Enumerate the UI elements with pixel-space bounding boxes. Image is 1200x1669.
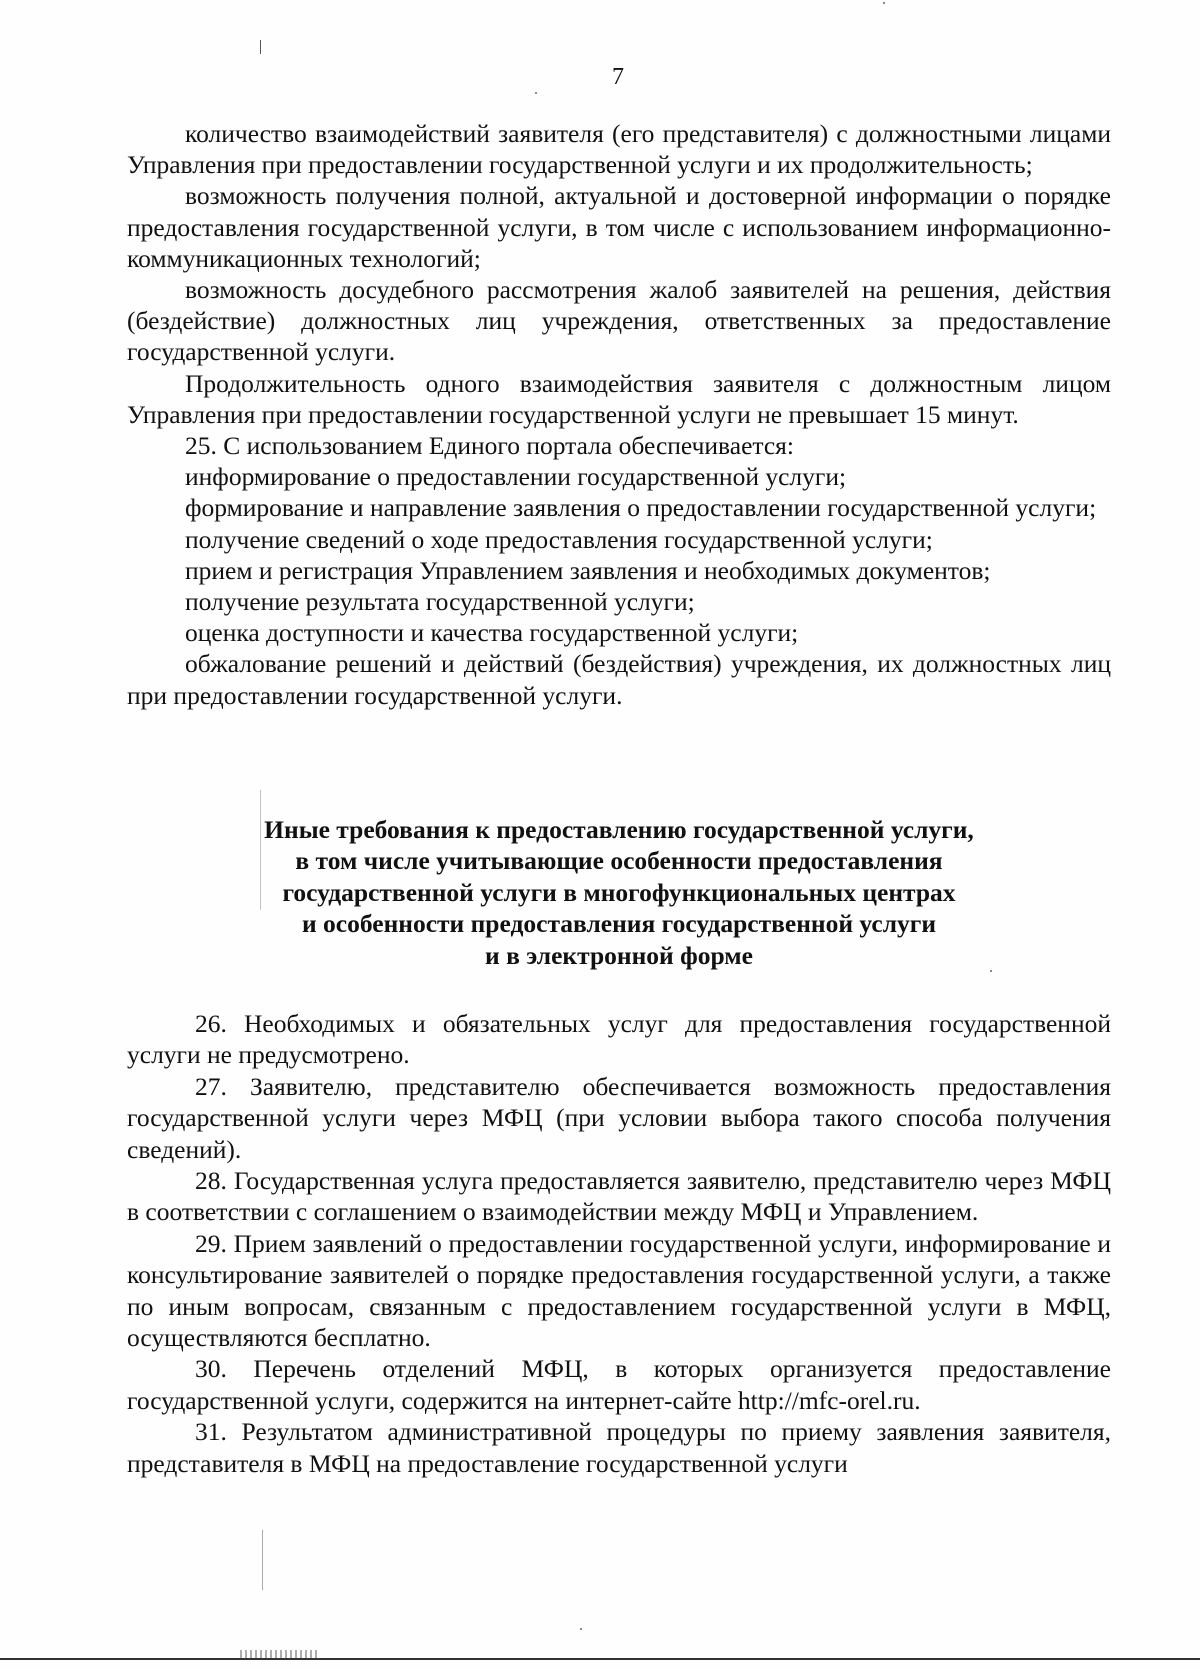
scan-artifact (990, 970, 992, 972)
paragraph: получение сведений о ходе предоставления государственной услуги; (185, 524, 933, 554)
paragraph: количество взаимодействий заявителя (его представителя) с должностными лицами Управления при предоставлении государственной услуги и их продолжительность; (127, 119, 1111, 180)
heading-line: и особенности предоставления государственной услуги (301, 909, 937, 939)
paragraph: 25. С использованием Единого портала обеспечивается: (185, 431, 794, 461)
paragraph: прием и регистрация Управлением заявления и необходимых документов; (185, 555, 991, 585)
paragraph: оценка доступности и качества государственной услуги; (185, 618, 799, 648)
scan-artifact (535, 92, 537, 94)
paragraph: 31. Результатом административной процедуры по приему заявления заявителя, представителя в МФЦ на предоставление государственной услуги (127, 1417, 1111, 1478)
scan-artifact (260, 790, 261, 910)
paragraph: 30. Перечень отделений МФЦ, в которых организуется предоставление государственной услуги, содержится на интернет-сайте http://mfc-orel.ru. (127, 1354, 1111, 1415)
paragraph: обжалование решений и действий (бездействия) учреждения, их должностных лиц при предоставлении государственной услуги. (127, 649, 1111, 710)
paragraph: 27. Заявителю, представителю обеспечивается возможность предоставления государственной услуги через МФЦ (при условии выбора такого способа получения сведений). (127, 1071, 1111, 1164)
section-heading (127, 814, 1111, 971)
paragraph: Продолжительность одного взаимодействия заявителя с должностным лицом Управления при предоставлении государственной услуги не превышает 15 минут. (127, 368, 1111, 429)
paragraph: информирование о предоставлении государственной услуги; (185, 462, 847, 492)
scan-artifact (240, 1650, 320, 1658)
paragraph: возможность получения полной, актуальной и достоверной информации о порядке предоставления государственной услуги, в том числе с использованием информационно-коммуникационных технологий; (127, 181, 1111, 273)
paragraph: 28. Государственная услуга предоставляется заявителю, представителю через МФЦ в соответствии с соглашением о взаимодействии между МФЦ и Управлением. (127, 1166, 1111, 1227)
heading-line: и в электронной форме (485, 940, 753, 970)
page-number: 7 (612, 64, 624, 90)
paragraph: получение результата государственной услуги; (185, 587, 695, 617)
paragraph: 26. Необходимых и обязательных услуг для предоставления государственной услуги не предусмотрено. (127, 1009, 1111, 1070)
scan-artifact (260, 40, 261, 54)
paragraph: формирование и направление заявления о предоставлении государственной услуги; (185, 493, 1097, 523)
heading-line: Иные требования к предоставлению государственной услуги, (264, 815, 974, 844)
heading-line: в том числе учитывающие особенности предоставления (295, 846, 943, 876)
body-text-bottom (127, 1008, 1111, 1479)
scan-artifact (883, 2, 885, 4)
body-text-top (127, 118, 1111, 711)
scan-edge (0, 1658, 1200, 1660)
scan-artifact (580, 1628, 582, 1630)
heading-line: государственной услуги в многофункциональных центрах (282, 877, 956, 907)
paragraph: 29. Прием заявлений о предоставлении государственной услуги, информирование и консультирование заявителей о порядке предоставления государственной услуги, а также по иным вопросам, связанным с предоставлением государственной услуги в МФЦ, осуществляются бесплатно. (127, 1228, 1111, 1353)
scan-artifact (262, 1530, 263, 1590)
paragraph: возможность досудебного рассмотрения жалоб заявителей на решения, действия (бездействие) должностных лиц учреждения, ответственных за предоставление государственной услуги. (127, 275, 1111, 367)
